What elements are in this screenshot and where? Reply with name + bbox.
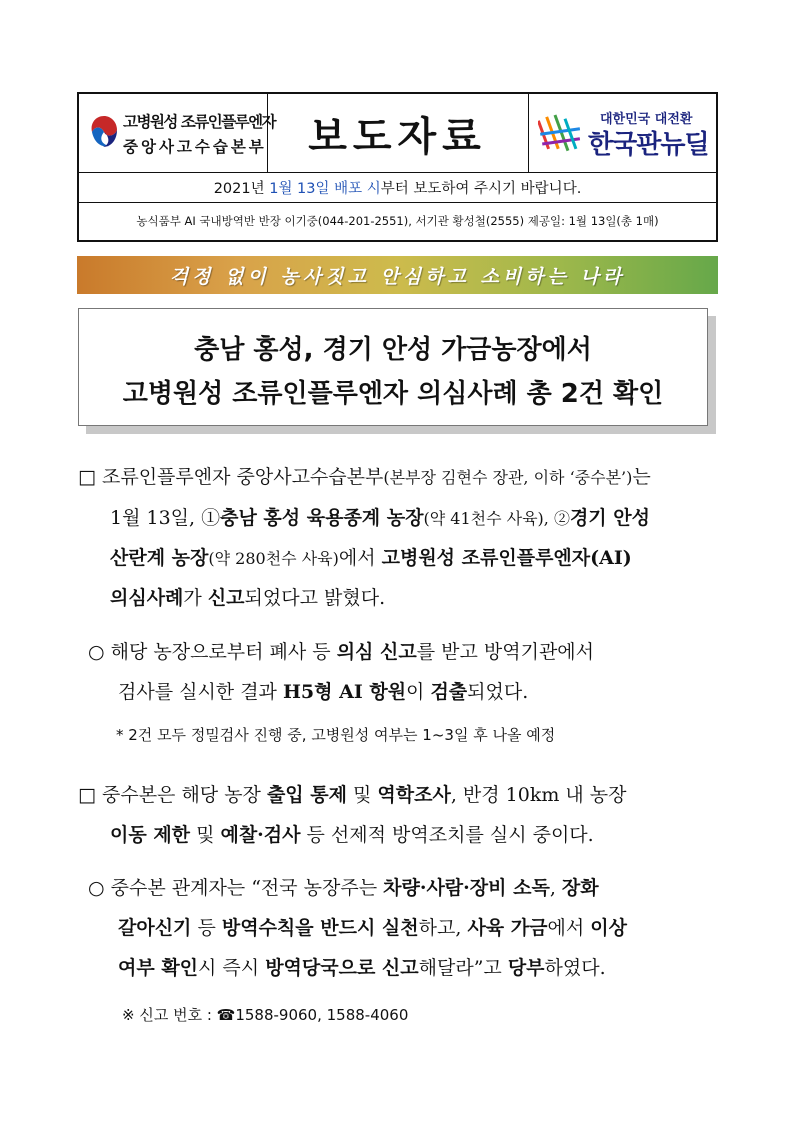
- new-deal-logo: [538, 106, 710, 162]
- brand-logo-cell: [528, 94, 716, 172]
- release-note: 부터 보도하여 주시기 바랍니다.: [380, 180, 582, 197]
- text-span: 되었다.: [467, 681, 529, 703]
- text-span: 중수본 관계자는 “전국 농장주는: [110, 877, 384, 899]
- header-top-row: [79, 94, 716, 173]
- para1-sub-line2: [118, 677, 528, 704]
- text-span: 조류인플루엔자 중앙사고수습본부: [102, 466, 384, 488]
- slogan-text: 걱정 없이 농사짓고 안심하고 소비하는 나라: [169, 265, 626, 288]
- text-span: 등: [191, 917, 222, 939]
- text-span: (약 280천수 사육): [208, 549, 339, 568]
- text-span: 가: [183, 587, 208, 609]
- text-span: 이상: [590, 917, 627, 939]
- text-span: 출입 통제: [266, 784, 347, 806]
- para1-line1: [78, 462, 651, 489]
- text-span: 해당 농장으로부터 폐사 등: [110, 641, 337, 663]
- text-span: 에서: [547, 917, 591, 939]
- para2-sub-line3: [118, 953, 606, 980]
- para2-sub-line1: [88, 873, 599, 900]
- text-span: 의심 신고: [336, 641, 417, 663]
- text-span: 에서: [338, 547, 382, 569]
- release-year: 2021년: [213, 180, 265, 197]
- release-date: 1월 13일: [269, 180, 330, 197]
- text-span: 방역수칙을 반드시 실천: [221, 917, 419, 939]
- org-logo-cell: [79, 94, 276, 172]
- text-span: 1월 13일, ①: [110, 507, 221, 529]
- text-span: 역학조사: [377, 784, 451, 806]
- page-title: 보도자료: [308, 113, 487, 160]
- para1-sub-line1: [88, 637, 594, 664]
- new-deal-mark-icon: [538, 110, 584, 158]
- text-span: ,: [549, 877, 562, 899]
- text-span: 갈아신기: [118, 917, 192, 939]
- hotline-note: ※ 신고 번호 : ☎1588-9060, 1588-4060: [122, 1006, 409, 1024]
- para2-sub-line2: [118, 913, 627, 940]
- org-name-line1: 고병원성 조류인플루엔자: [123, 113, 276, 131]
- release-date-row: [79, 172, 716, 203]
- text-span: 해달라”고: [418, 957, 508, 979]
- text-span: 하고,: [418, 917, 468, 939]
- text-span: 차량·사람·장비 소독: [383, 877, 550, 899]
- text-span: 신고: [207, 587, 245, 609]
- text-span: 되었다고 밝혔다.: [244, 587, 386, 609]
- text-span: 의심사례: [110, 587, 184, 609]
- title-cell: [267, 94, 529, 172]
- text-span: 는: [632, 466, 651, 488]
- text-span: 하였다.: [544, 957, 606, 979]
- para1-sub-note: * 2건 모두 정밀검사 진행 중, 고병원성 여부는 1~3일 후 나올 예정: [116, 726, 556, 744]
- text-span: 및: [190, 824, 221, 846]
- square-bullet-icon: □: [78, 784, 96, 806]
- text-span: 이: [406, 681, 431, 703]
- text-span: 이동 제한: [110, 824, 191, 846]
- text-span: 여부 확인: [118, 957, 199, 979]
- release-time: 배포 시: [334, 180, 381, 197]
- text-span: 당부: [507, 957, 545, 979]
- text-span: (본부장 김현수 장관, 이하 ‘중수본’): [383, 468, 633, 487]
- contact-row: 농식품부 AI 국내방역반 반장 이기중(044-201-2551), 서기관 황성철(2555) 제공일: 1월 13일(총 1매): [136, 214, 659, 228]
- brand-name: 한국판뉴딜: [588, 130, 709, 160]
- slogan-banner: [77, 256, 718, 294]
- text-span: , 반경 10km 내 농장: [450, 784, 627, 806]
- org-logo: [87, 106, 276, 162]
- org-name-line2: 중앙사고수습본부: [123, 138, 267, 156]
- para2-line1: [78, 780, 627, 807]
- text-span: 시 즉시: [198, 957, 266, 979]
- para1-line4: [110, 583, 385, 610]
- text-span: 고병원성 조류인플루엔자(AI): [381, 547, 632, 569]
- square-bullet-icon: □: [78, 466, 96, 488]
- circle-bullet-icon: ○: [88, 641, 105, 663]
- text-span: H5형 AI 항원: [282, 681, 407, 703]
- text-span: 예찰·검사: [220, 824, 301, 846]
- text-span: 검출: [430, 681, 468, 703]
- headline-line1: 충남 홍성, 경기 안성 가금농장에서: [194, 335, 592, 365]
- text-span: 등 선제적 방역조치를 실시 중이다.: [300, 824, 594, 846]
- text-span: 를 받고 방역기관에서: [416, 641, 594, 663]
- para2-line2: [110, 820, 594, 847]
- text-span: 산란계 농장: [110, 547, 209, 569]
- circle-bullet-icon: ○: [88, 877, 105, 899]
- para1-line2: [110, 503, 650, 530]
- taeguk-emblem-icon: [87, 112, 121, 152]
- brand-tagline: 대한민국 대전환: [600, 112, 693, 127]
- text-span: 검사를 실시한 결과: [118, 681, 283, 703]
- text-span: 경기 안성: [569, 507, 650, 529]
- para1-line3: [110, 543, 632, 570]
- press-release-header: [77, 92, 718, 242]
- text-span: 충남 홍성 육용종계 농장: [220, 507, 424, 529]
- text-span: 장화: [561, 877, 599, 899]
- headline-line2: 고병원성 조류인플루엔자 의심사례 총 2건 확인: [122, 379, 664, 409]
- headline-box: [78, 308, 708, 426]
- text-span: 사육 가금: [467, 917, 548, 939]
- text-span: 및: [346, 784, 378, 806]
- text-span: 방역당국으로 신고: [265, 957, 419, 979]
- text-span: (약 41천수 사육), ②: [423, 509, 570, 528]
- text-span: 중수본은 해당 농장: [102, 784, 267, 806]
